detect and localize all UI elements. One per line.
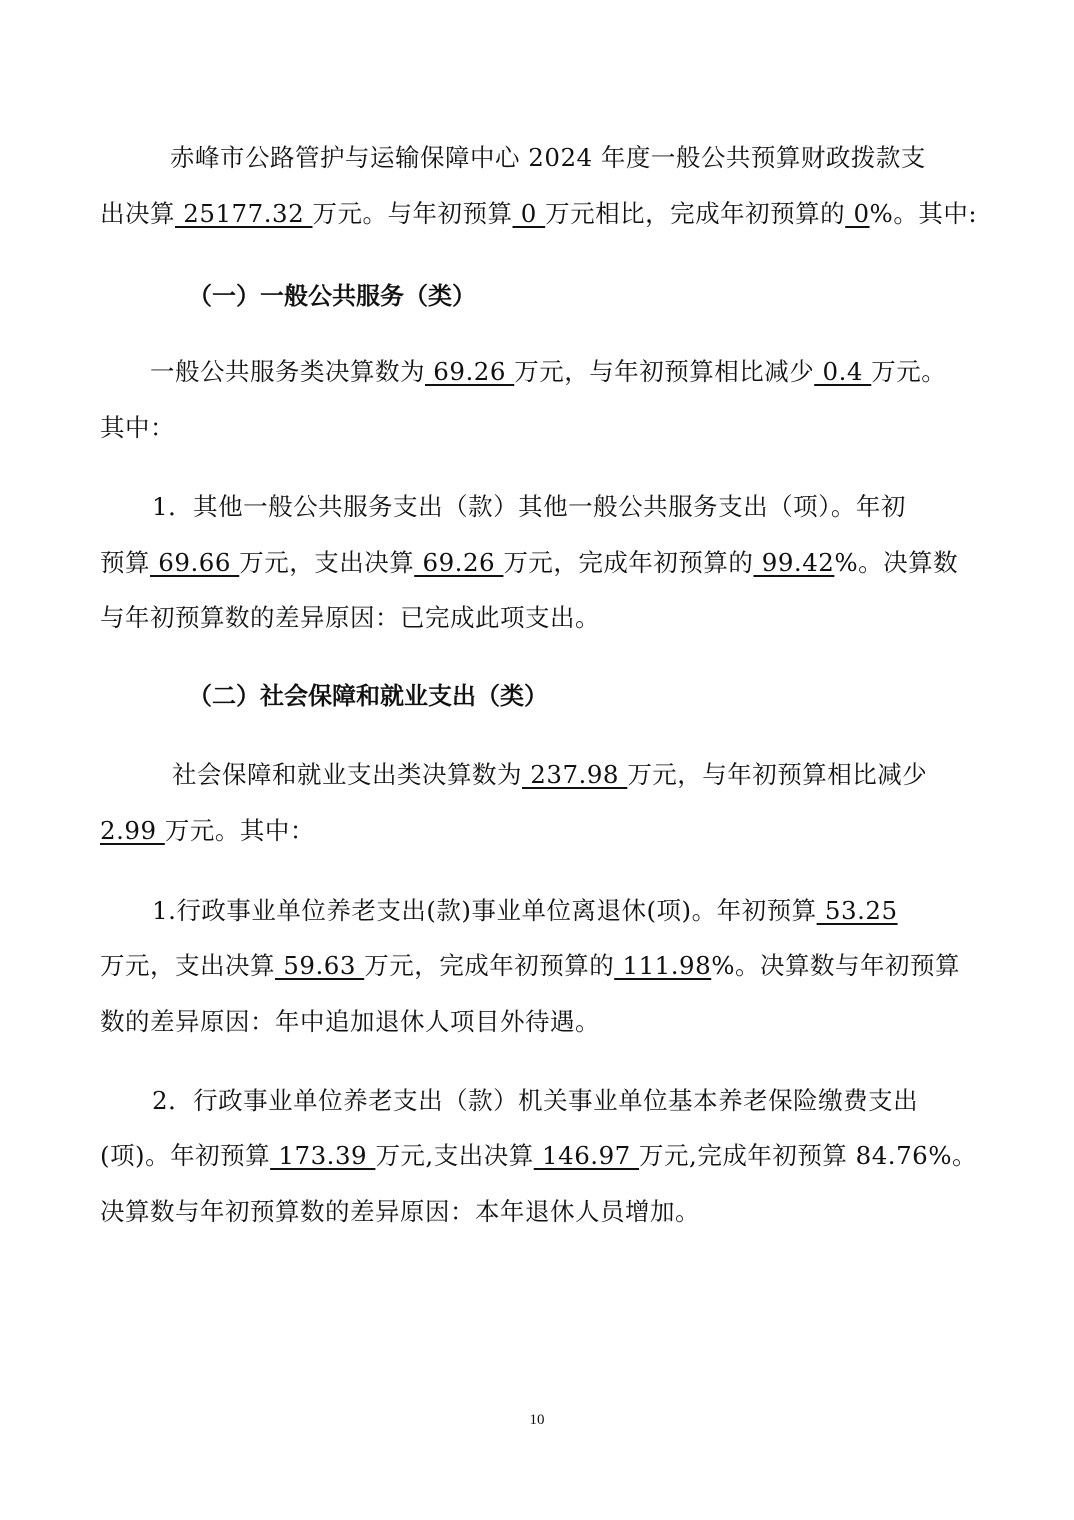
underlined-value: 146.97: [533, 1141, 640, 1170]
text: 赤峰市公路管护与运输保障中心 2024 年度一般公共预算财政拨款支: [170, 143, 926, 172]
paragraph-4-line-2: [100, 815, 315, 847]
paragraph-6-line-2: [100, 1140, 977, 1172]
paragraph-1-line-2: [100, 198, 977, 230]
text: 万元,支出决算: [375, 1141, 534, 1170]
paragraph-2-line-2: [100, 412, 175, 444]
text: 数的差异原因：年中追加退休人项目外待遇。: [100, 1007, 600, 1036]
text: %。决算数与年初预算: [711, 951, 961, 980]
text: 万元，与年初预算相比减少: [627, 760, 928, 789]
underlined-value: 69.26: [425, 357, 515, 386]
section-heading-2: （二）社会保障和就业支出（类）: [188, 682, 548, 710]
text: 万元,完成年初预算 84.76%。: [639, 1141, 978, 1170]
text: 万元，支出决算: [100, 951, 275, 980]
underlined-value: 69.26: [414, 548, 504, 577]
paragraph-3-line-2: [100, 547, 958, 579]
text: 社会保障和就业支出类决算数为: [172, 760, 522, 789]
underlined-value: 99.42: [753, 548, 835, 577]
text: 万元，完成年初预算的: [503, 548, 754, 577]
text: 万元，与年初预算相比减少: [514, 357, 815, 386]
text: 一般公共服务类决算数为: [150, 357, 425, 386]
underlined-value: 111.98: [614, 951, 712, 980]
paragraph-5-line-2: [100, 950, 960, 982]
paragraph-1-line-1: [170, 142, 926, 174]
page-number: 10: [529, 1412, 545, 1428]
paragraph-4-line-1: [172, 759, 927, 791]
text: %。决算数: [834, 548, 959, 577]
paragraph-2-line-1: [150, 356, 946, 388]
text: 预算: [100, 548, 150, 577]
text: 万元，支出决算: [239, 548, 415, 577]
text: 万元相比，完成年初预算的: [545, 199, 846, 228]
paragraph-5-line-3: [100, 1006, 600, 1038]
section-heading-1: （一）一般公共服务（类）: [188, 282, 476, 310]
text: 其中：: [100, 413, 175, 442]
paragraph-3-line-1: [152, 491, 906, 523]
text: 出决算: [100, 199, 175, 228]
text: 万元。其中：: [164, 816, 315, 845]
underlined-value: 69.66: [150, 548, 240, 577]
underlined-value: 173.39: [270, 1141, 376, 1170]
text: 万元。与年初预算: [312, 199, 513, 228]
text: 决算数与年初预算数的差异原因：本年退休人员增加。: [100, 1197, 700, 1226]
paragraph-6-line-3: [100, 1196, 700, 1228]
underlined-value: 237.98: [522, 760, 628, 789]
underlined-value: 0: [512, 199, 546, 228]
paragraph-3-line-3: [100, 602, 600, 634]
text: (项)。年初预算: [100, 1141, 271, 1170]
underlined-value: 0: [845, 199, 870, 228]
text: 与年初预算数的差异原因：已完成此项支出。: [100, 603, 600, 632]
underlined-value: 0.4: [814, 357, 872, 386]
paragraph-6-line-1: [152, 1085, 918, 1117]
text: %。其中:: [869, 199, 978, 228]
text: 1．其他一般公共服务支出（款）其他一般公共服务支出（项）。年初: [152, 492, 906, 521]
paragraph-5-line-1: [152, 895, 898, 927]
underlined-value: 59.63: [275, 951, 365, 980]
underlined-value: 53.25: [816, 896, 898, 925]
text: 万元，完成年初预算的: [364, 951, 615, 980]
underlined-value: 2.99: [100, 816, 165, 845]
text: 万元。: [871, 357, 947, 386]
text: 2．行政事业单位养老支出（款）机关事业单位基本养老保险缴费支出: [152, 1086, 919, 1115]
underlined-value: 25177.32: [175, 199, 313, 228]
text: 1.行政事业单位养老支出(款)事业单位离退休(项)。年初预算: [152, 896, 817, 925]
